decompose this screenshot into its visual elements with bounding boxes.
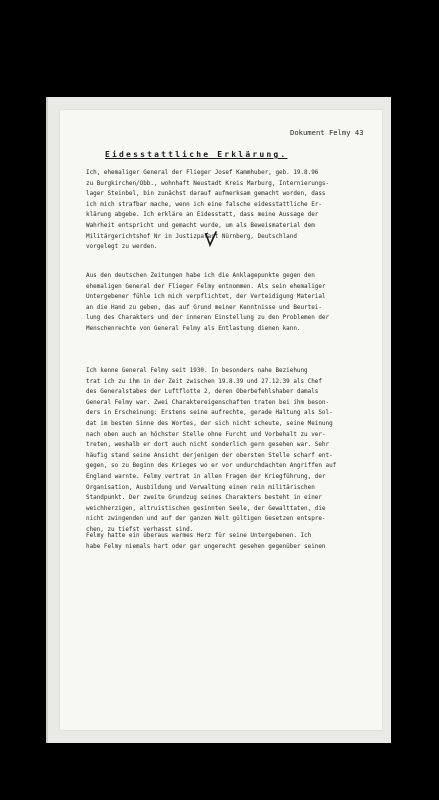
text-line: Ich, ehemaliger General der Flieger Josef Kammhuber, geb. 19.8.96 — [86, 169, 319, 176]
text-line: weichherzigen, altruistischen gesinnten Seele, der Gewalttaten, die — [86, 504, 326, 512]
text-line: General Felmy war. Zwei Charaktereigenschaften traten bei ihm beson- — [86, 398, 330, 406]
text-line: Aus den deutschen Zeitungen habe ich die Anklagepunkte gegen den — [86, 272, 315, 279]
text-line: trat ich zu ihm in der Zeit zwischen 19.8.39 und 27.12.39 als Chef — [86, 377, 322, 385]
text-line: ich mich strafbar mache, wenn ich eine falsche eidesstattliche Er- — [86, 200, 322, 208]
paragraph-3 — [86, 366, 386, 536]
text-line: lung des Charakters und der inneren Einstellung zu den Problemen der — [86, 314, 330, 322]
handwritten-roman-numeral-mark — [204, 231, 218, 247]
text-line: nicht zwingenden und auf der ganzen Welt gültigen Gesetzen entspre- — [86, 515, 326, 523]
text-line: nach oben auch an höchster Stelle ohne Furcht und Vorbehalt zu ver- — [86, 430, 326, 438]
text-line: ehemaligen General der Flieger Felmy entnommen. Als sein ehemaliger — [86, 282, 326, 290]
text-line: Organisation, Ausbildung und Verwaltung einen rein militärischen — [86, 483, 315, 491]
text-line: Standpunkt. Der zweite Grundzug seines Charakters besteht in einer — [86, 494, 322, 502]
text-line: Untergebener fühle ich mich verpflichtet, der Verteidigung Material — [86, 293, 326, 301]
text-line: Militärgerichtshof Nr in Justizpalast Nürnberg, Deutschland — [86, 232, 297, 240]
text-line: habe Felmy niemals hart oder gar ungerecht gesehen gegenüber seinen — [86, 542, 326, 550]
text-line: ders in Erscheinung: Erstens seine aufrechte, gerade Haltung als Sol- — [86, 409, 333, 417]
document-title: Eidesstattliche Erklärung. — [105, 150, 288, 159]
text-line: häufig stand seine Ansicht derjenigen der obersten Stelle scharf ent- — [86, 451, 333, 459]
paragraph-1 — [86, 168, 386, 253]
text-line: treten, weshalb er dort auch nicht sonderlich gern gesehen war. Sehr — [86, 441, 330, 449]
text-line: chen, zu tiefst verhasst sind. — [86, 525, 194, 533]
text-line: England warnte. Felmy vertrat in allen Fragen der Kriegführung, der — [86, 472, 326, 480]
text-line: des Generalstabes der Luftflotte 2, deren Oberbefehlshaber damals — [86, 388, 319, 396]
text-line: zu Burgkirchen/Obb., wohnhaft Neustadt Kreis Marburg, Internierungs- — [86, 179, 330, 187]
document-reference: Dokument Felmy 43 — [290, 128, 364, 137]
text-line: dat im besten Sinne des Wortes, der sich nicht scheute, seine Meinung — [86, 419, 333, 427]
text-line: gegen, so zu Beginn des Krieges wo er vor undurchdachten Angriffen auf — [86, 462, 337, 470]
text-line: an die Hand zu geben, das auf Grund meiner Kenntnisse und Beurtei- — [86, 303, 322, 311]
paragraph-2 — [86, 271, 386, 335]
text-line: Wahrheit entspricht und gemacht wurde, um als Beweismaterial dem — [86, 221, 315, 229]
text-line: Menschenrechte von General Felmy als Entlastung dienen kann. — [86, 324, 301, 332]
text-line: Ich kenne General Felmy seit 1930. In besonders nahe Beziehung — [86, 367, 308, 374]
text-line: klärung abgebe. Ich erkläre an Eidesstatt, dass meine Aussage der — [86, 211, 319, 219]
paragraph-4 — [86, 531, 386, 552]
text-line: Felmy hatte ein überaus warmes Herz für seine Untergebenen. Ich — [86, 532, 312, 539]
text-line: vorgelegt zu werden. — [86, 243, 158, 251]
text-line: lager Steinbel, bin zunächst darauf aufmerksam gemacht worden, dass — [86, 190, 326, 198]
